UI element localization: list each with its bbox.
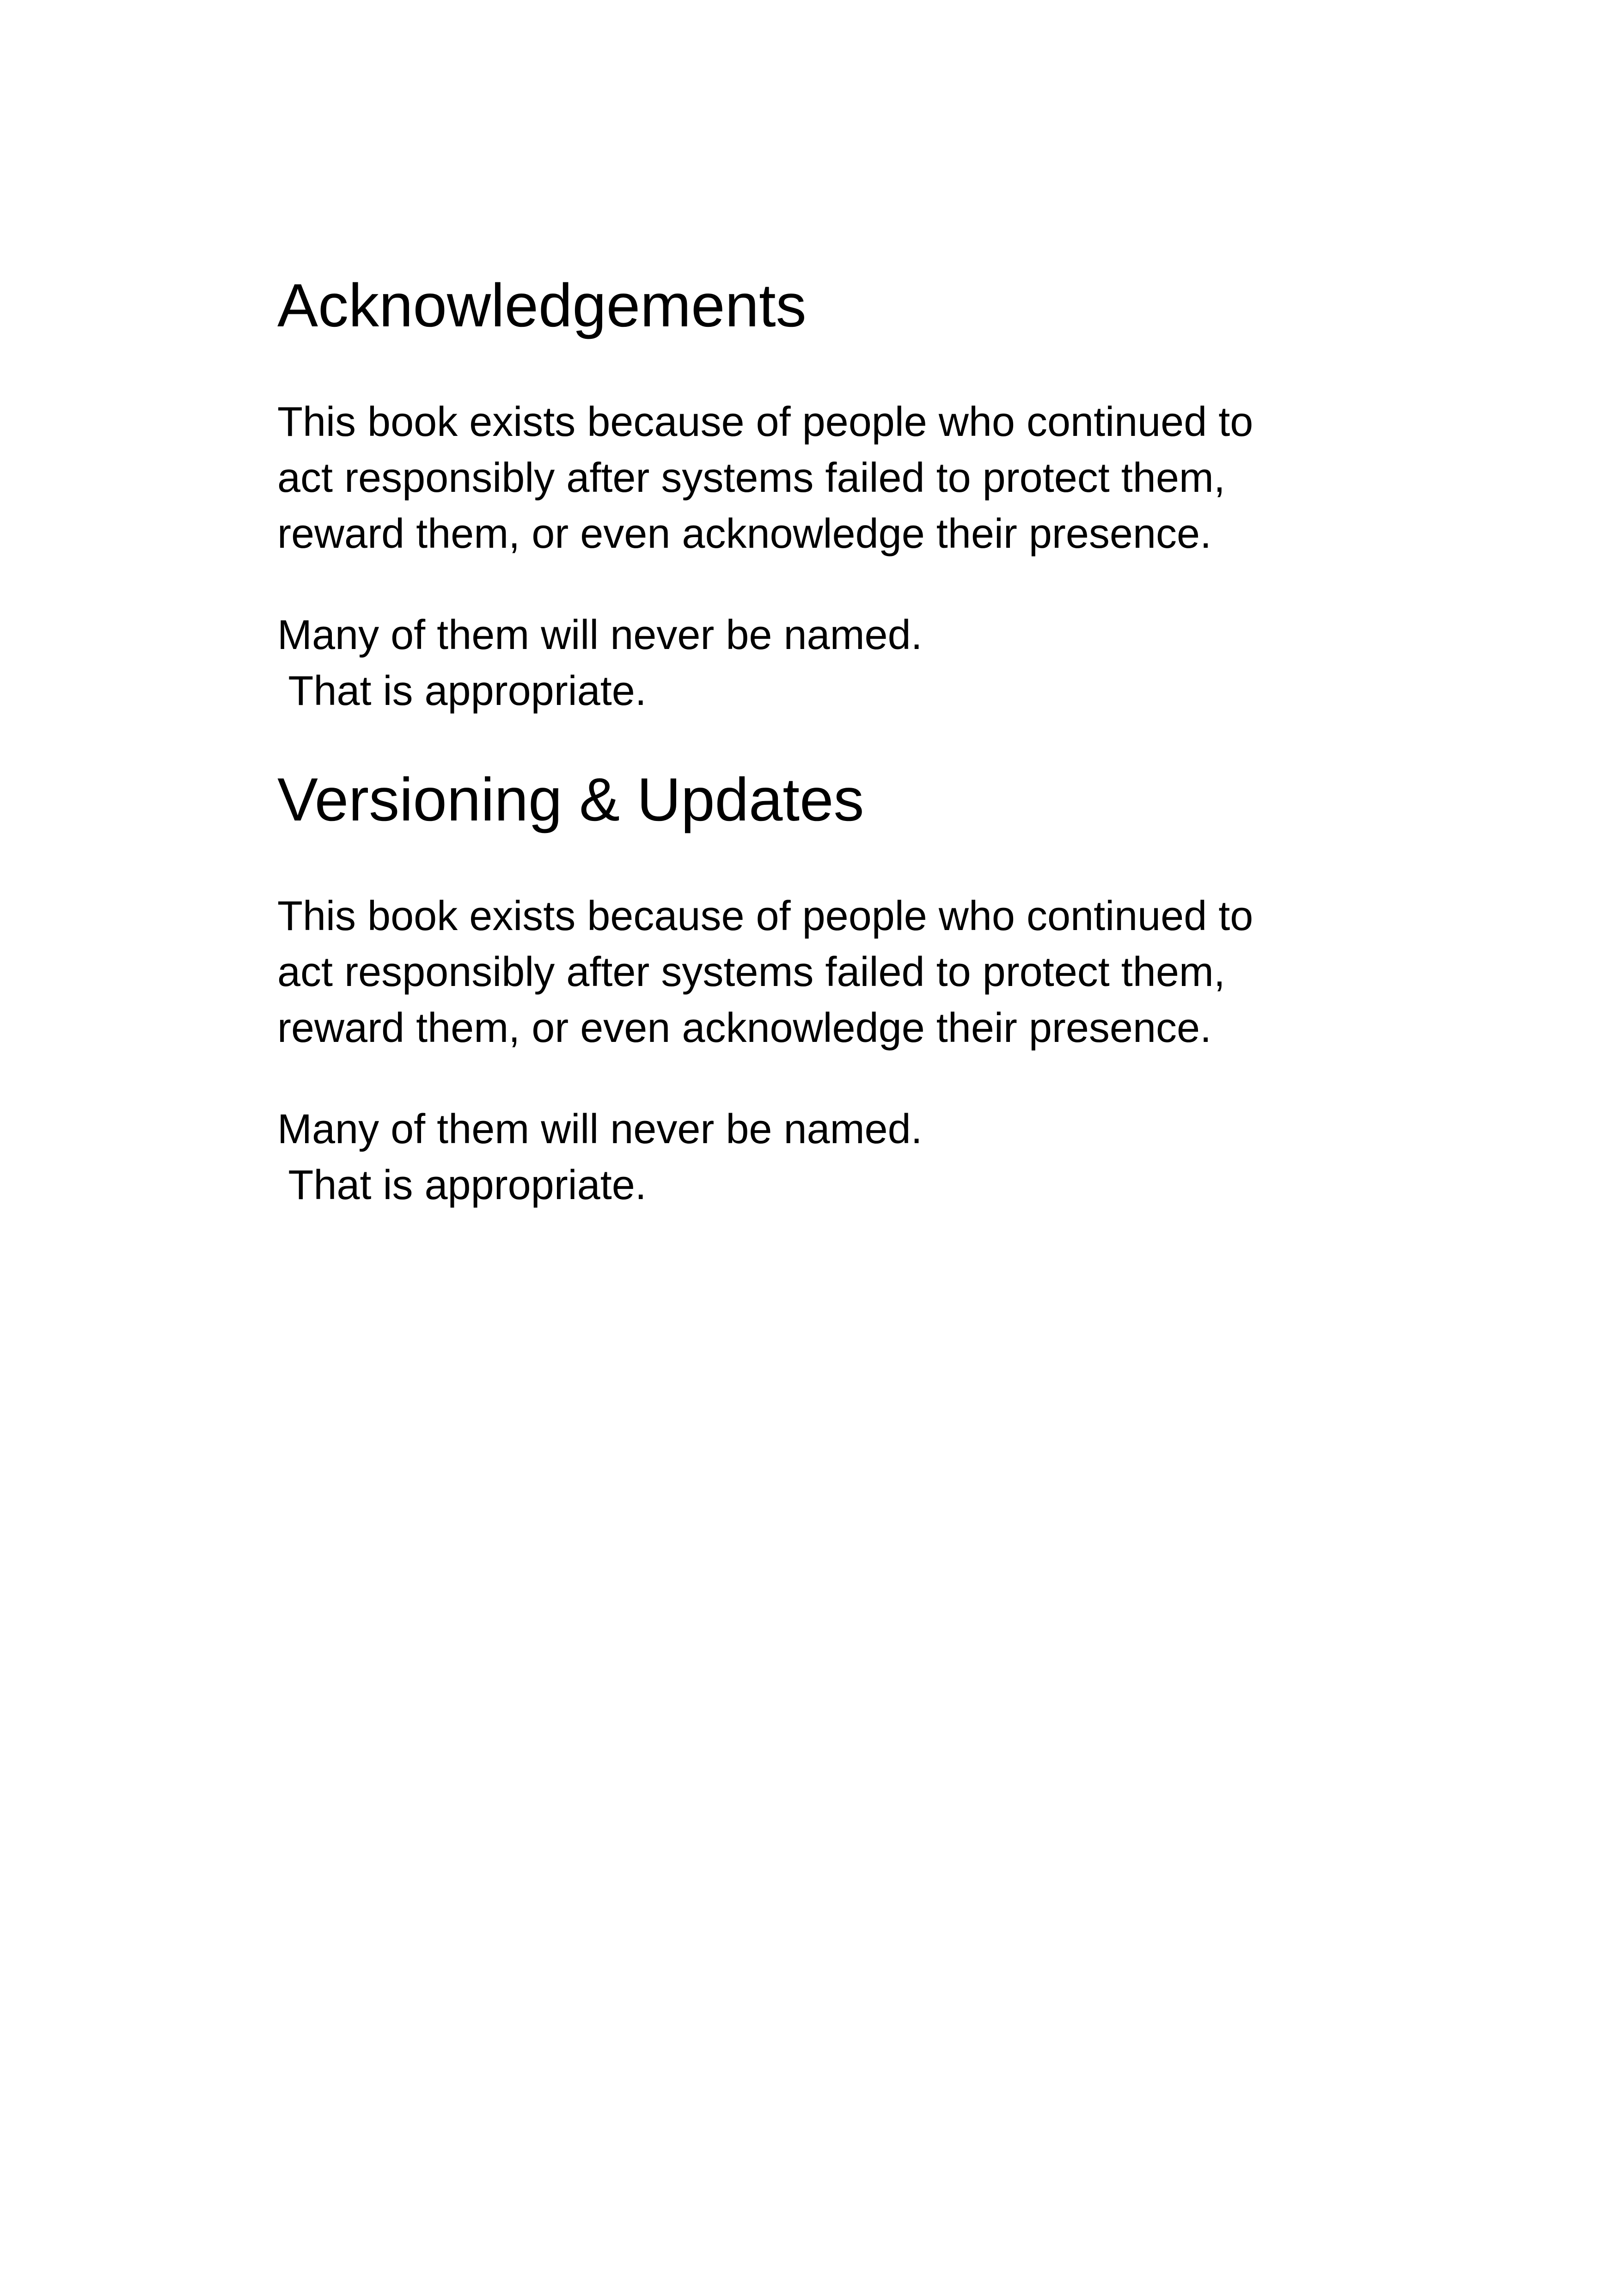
paragraph-line: act responsibly after systems failed to protect them, [277, 949, 1225, 995]
section-heading-acknowledgements: Acknowledgements [277, 271, 807, 339]
section-heading-versioning: Versioning & Updates [277, 765, 864, 833]
paragraph-line: reward them, or even acknowledge their presence. [277, 1004, 1212, 1051]
paragraph-line: That is appropriate. [277, 1162, 647, 1208]
paragraph-line: This book exists because of people who continued to [277, 893, 1253, 939]
acknowledgements-closing-paragraph [277, 607, 1377, 719]
versioning-paragraph [277, 888, 1377, 1056]
paragraph-line: That is appropriate. [277, 667, 647, 714]
paragraph-line: This book exists because of people who continued to [277, 398, 1253, 445]
paragraph-line: act responsibly after systems failed to protect them, [277, 454, 1225, 501]
paragraph-line: Many of them will never be named. [277, 612, 923, 658]
page-content [277, 270, 1377, 1213]
paragraph-line: Many of them will never be named. [277, 1106, 923, 1152]
versioning-closing-paragraph [277, 1102, 1377, 1213]
paragraph-line: reward them, or even acknowledge their presence. [277, 510, 1212, 557]
acknowledgements-paragraph [277, 394, 1377, 562]
